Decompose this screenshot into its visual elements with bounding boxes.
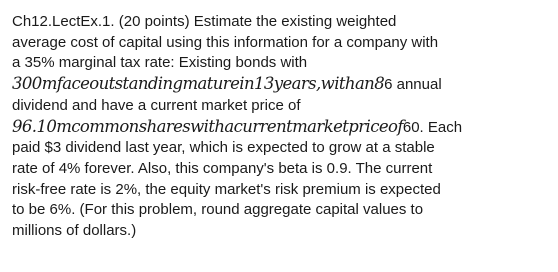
problem-text-fragment: 6 annual [384, 76, 442, 94]
problem-line: paid $3 dividend last year, which is expected to grow at a stable [12, 139, 435, 157]
problem-statement [12, 12, 552, 242]
problem-line: a 35% marginal tax rate: Existing bonds with [12, 54, 308, 72]
problem-text-fragment: 60. Each [402, 118, 463, 136]
problem-line: dividend and have a current market price of [12, 96, 301, 114]
problem-line: millions of dollars.) [12, 222, 137, 240]
problem-line: rate of 4% forever. Also, this company's beta is 0.9. The current [12, 159, 433, 177]
rendered-math-fragment: 96.10mcommonshareswithacurrentmarketpriceof [12, 116, 403, 136]
problem-line-with-math [12, 117, 552, 139]
problem-line: risk-free rate is 2%, the equity market's risk premium is expected [12, 180, 441, 198]
problem-line: average cost of capital using this information for a company with [12, 33, 439, 51]
problem-line: to be 6%. (For this problem, round aggregate capital values to [12, 201, 424, 219]
problem-line-with-math [12, 74, 552, 96]
rendered-math-fragment: 300mfaceoutstandingmaturein13years,withan8 [12, 74, 385, 94]
problem-line: Ch12.LectEx.1. (20 points) Estimate the existing weighted [12, 13, 397, 30]
